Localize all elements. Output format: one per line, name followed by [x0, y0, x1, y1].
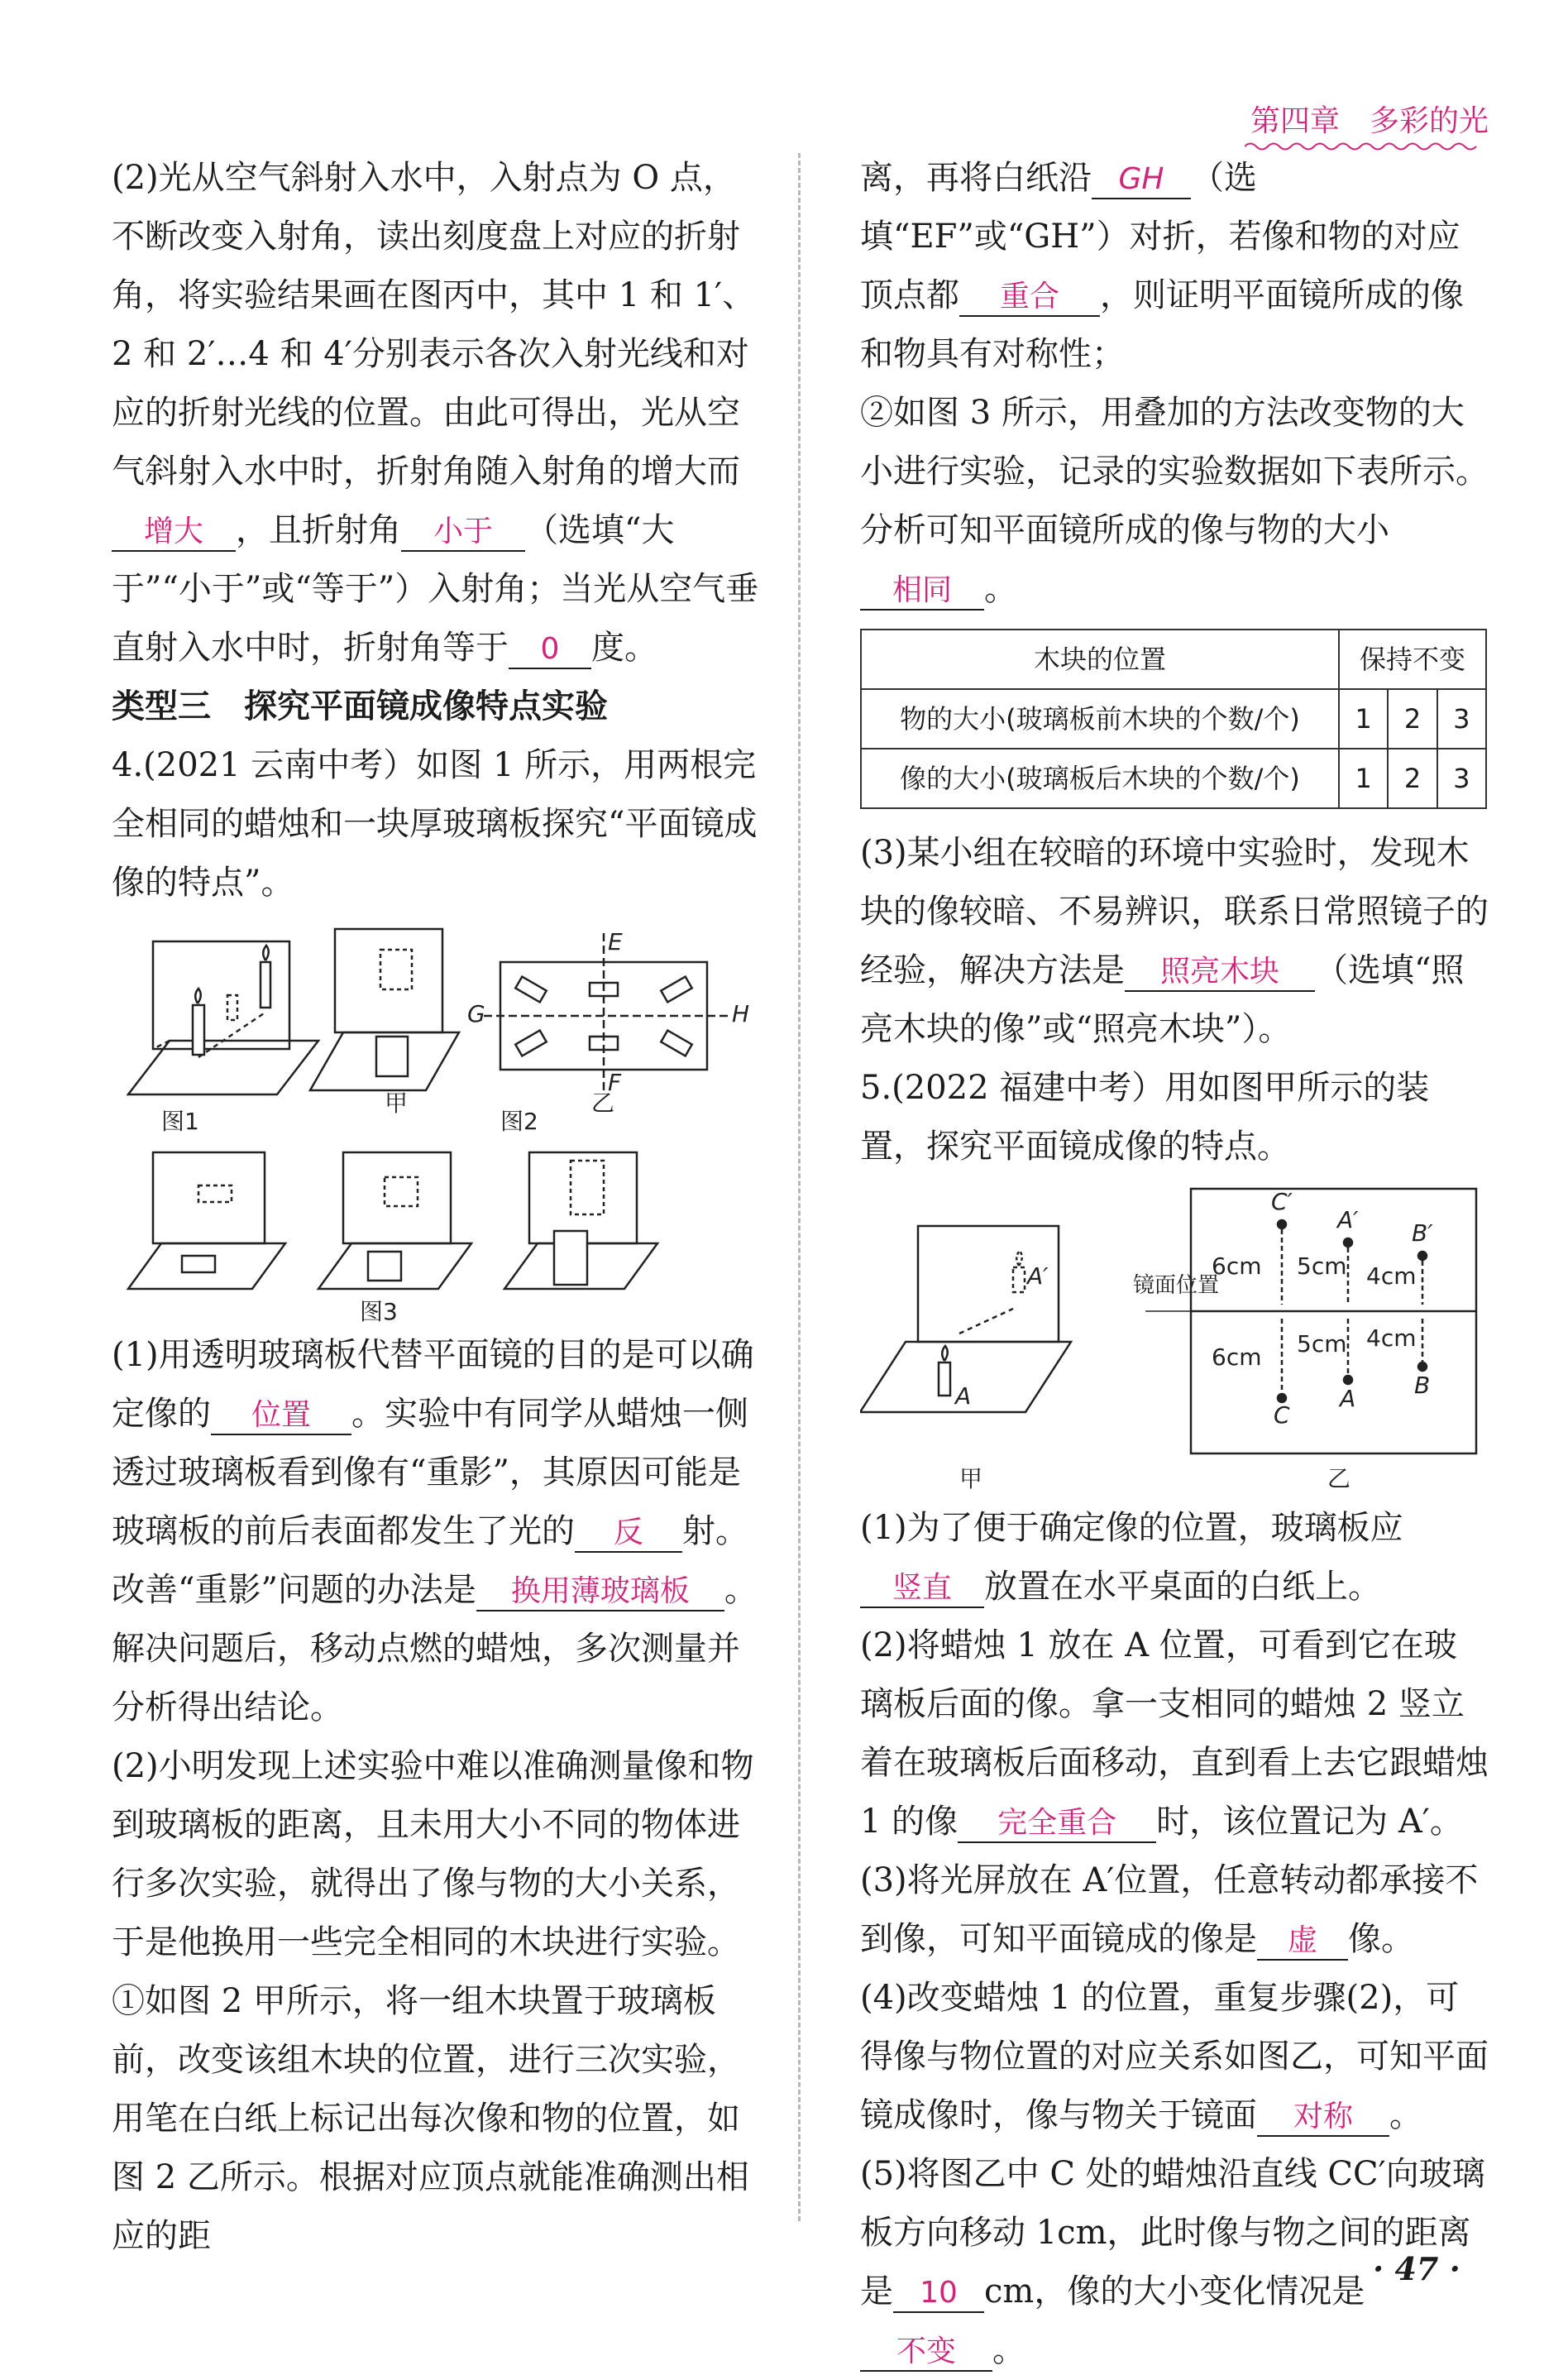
mirror-position-label: 镜面位置 — [1133, 1273, 1220, 1298]
q5-intro: 5.(2022 福建中考）用如图甲所示的装置，探究平面镜成像的特点。 — [860, 1069, 1430, 1166]
table-header-constant: 保持不变 — [1339, 630, 1486, 689]
q5-part5: (5)将图乙中 C 处的蜡烛沿直线 CC′向玻璃板方向移动 1cm，此时像与物之间的距离是 10 cm，像的大小变化情况是不变 。 — [860, 2145, 1489, 2380]
svg-text:G: G — [467, 1000, 485, 1027]
fig1-label: 图1 — [161, 1108, 199, 1135]
chapter-header: 第四章 多彩的光 — [1250, 104, 1489, 138]
answer-increase: 增大 — [112, 514, 236, 552]
answer-less: 小于 — [401, 514, 525, 552]
answer-light-block: 照亮木块 — [1125, 954, 1315, 992]
fig3-label: 图3 — [360, 1298, 398, 1325]
figure-5 — [860, 1176, 1505, 1499]
point-a-prime: A′ — [1337, 1206, 1359, 1233]
q5-part2: (2)将蜡烛 1 放在 A 位置，可看到它在玻璃板后面的像。拿一支相同的蜡烛 2 竖立着在玻璃板后面移动，直到看上去它跟蜡烛 1 的像 完全重合 时，该位置记为 A′。 — [860, 1616, 1489, 1851]
answer-coincide: 重合 — [959, 279, 1100, 317]
q4-part2-step1: ①如图 2 甲所示，将一组木块置于玻璃板前，改变该组木块的位置，进行三次实验，用笔在白纸上标记出每次像和物的位置，如图 2 乙所示。根据对应顶点就能准确测出相应的距 — [112, 1982, 749, 2255]
section-heading: 类型三 探究平面镜成像特点实验 — [112, 687, 608, 725]
svg-text:H: H — [732, 1000, 750, 1027]
fig2-jia-label: 甲 — [385, 1089, 409, 1117]
table-header-position: 木块的位置 — [861, 630, 1339, 689]
page-number: · 47 · — [1373, 2250, 1460, 2287]
answer-symmetric: 对称 — [1257, 2099, 1389, 2137]
svg-text:F: F — [608, 1069, 622, 1096]
fig2-label: 图2 — [500, 1108, 538, 1135]
figure-1-2 — [112, 912, 765, 1136]
answer-same: 相同 — [860, 572, 984, 611]
fig5-jia-label: 甲 — [959, 1465, 983, 1492]
dist-4cm-bottom: 4cm — [1366, 1324, 1417, 1352]
fig5-aprime-label: A′ — [1027, 1262, 1049, 1290]
dist-6cm-top: 6cm — [1212, 1252, 1262, 1280]
point-b: B — [1414, 1372, 1431, 1399]
answer-position: 位置 — [211, 1397, 351, 1435]
q4-continued: 离，再将白纸沿 GH （选填“EF”或“GH”）对折，若像和物的对应顶点都 重合 ，则证明平面镜所成的像和物具有对称性； — [860, 159, 1464, 373]
q4-part2: (2)小明发现上述实验中难以准确测量像和物到玻璃板的距离，且未用大小不同的物体进行多次实验，就得出了像与物的大小关系，于是他换用一些完全相同的木块进行实验。 — [112, 1747, 754, 1961]
svg-text:E: E — [608, 928, 623, 955]
fig5-a-label: A — [955, 1382, 972, 1410]
column-divider — [798, 153, 801, 2221]
answer-reflect: 反 — [575, 1515, 682, 1553]
q3-part2: (2)光从空气斜射入水中，入射点为 O 点，不断改变入射角，读出刻度盘上对应的折射角，将实验结果画在图丙中，其中 1 和 1′、2 和 2′…4 和 4′分别表示各次入射光线和对应的折射光线的位置。由此可得出，光从空气斜射入水中时，折射角随入射角的增大而增大 ，且折射角 小于 （选填“大于”“小于”或“等于”）入射角；当光从空气垂直射入水中时，折射角等于 0 度。 — [112, 149, 765, 678]
answer-zero: 0 — [509, 631, 591, 669]
dist-6cm-bottom: 6cm — [1212, 1343, 1262, 1371]
figure-3 — [112, 1136, 765, 1326]
q5-part1: (1)为了便于确定像的位置，玻璃板应竖直 放置在水平桌面的白纸上。 — [860, 1499, 1489, 1616]
point-c: C — [1274, 1401, 1290, 1429]
answer-unchanged: 不变 — [860, 2334, 992, 2372]
table-row: 物的大小(玻璃板前木块的个数/个) 1 2 3 — [861, 689, 1486, 749]
answer-vertical: 竖直 — [860, 1570, 984, 1608]
q5-part3: (3)将光屏放在 A′位置，任意转动都承接不到像，可知平面镜成的像是 虚 像。 — [860, 1851, 1489, 1969]
candle-a — [939, 1362, 950, 1396]
point-a: A — [1340, 1385, 1356, 1412]
q5-part4: (4)改变蜡烛 1 的位置，重复步骤(2)，可得像与物位置的对应关系如图乙，可知平面镜成像时，像与物关于镜面 对称 。 — [860, 1969, 1489, 2145]
point-c-prime: C′ — [1271, 1188, 1293, 1215]
answer-virtual: 虚 — [1257, 1923, 1348, 1961]
table-row: 像的大小(玻璃板后木块的个数/个) 1 2 3 — [861, 749, 1486, 808]
answer-full-coincide: 完全重合 — [958, 1805, 1156, 1843]
q4-part3: (3)某小组在较暗的环境中实验时，发现木块的像较暗、不易辨识，联系日常照镜子的经验，解决方法是 照亮木块 （选填“照亮木块的像”或“照亮木块”）。 — [860, 834, 1489, 1048]
right-column — [860, 149, 1489, 2380]
dist-5cm-top: 5cm — [1297, 1252, 1347, 1280]
candle-object — [193, 1005, 204, 1055]
q4-part1: (1)用透明玻璃板代替平面镜的目的是可以确定像的 位置 。实验中有同学从蜡烛一侧透过玻璃板看到像有“重影”，其原因可能是玻璃板的前后表面都发生了光的 反 射。改善“重影”问题的办法是 换用薄玻璃板 。解决问题后，移动点燃的蜡烛，多次测量并分析得出结论。 — [112, 1336, 758, 1726]
left-column — [112, 149, 765, 2266]
answer-ten: 10 — [893, 2275, 984, 2313]
q4-intro: 4.(2021 云南中考）如图 1 所示，用两根完全相同的蜡烛和一块厚玻璃板探究“平面镜成像的特点”。 — [112, 746, 758, 902]
fig2-yi-label: 乙 — [591, 1089, 615, 1117]
fig5-yi-label: 乙 — [1327, 1465, 1351, 1492]
answer-thin-glass: 换用薄玻璃板 — [476, 1573, 724, 1611]
data-table — [860, 629, 1487, 809]
point-b-prime: B′ — [1412, 1219, 1433, 1247]
answer-gh: GH — [1092, 161, 1191, 199]
q4-part2-step2: ②如图 3 所示，用叠加的方法改变物的大小进行实验，记录的实验数据如下表所示。分析可知平面镜所成的像与物的大小相同 。 — [860, 384, 1489, 619]
dist-5cm-bottom: 5cm — [1297, 1330, 1347, 1358]
dist-4cm-top: 4cm — [1366, 1262, 1417, 1290]
